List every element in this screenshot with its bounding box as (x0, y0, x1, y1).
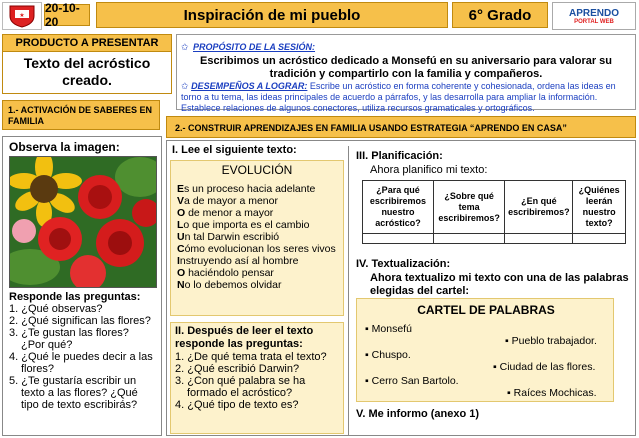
list-item: 3. ¿Te gustan las flores? ¿Por qué? (9, 327, 129, 351)
list-item: 4. ¿Qué le puedes decir a las flores? (9, 351, 153, 375)
flowers-image (9, 156, 157, 288)
list-item: 3. ¿Con qué palabra se ha formado el acróstico? (175, 375, 306, 399)
plan-header: ¿En qué escribiremos? (505, 181, 573, 234)
word-item: ▪ Ciudad de las flores. (493, 361, 596, 373)
word-board (356, 298, 614, 402)
acrostic-title: EVOLUCIÓN (221, 163, 293, 177)
plan-title: III. Planificación: (356, 150, 443, 162)
list-item: 2. ¿Qué escribió Darwin? (175, 363, 300, 375)
read-title: I. Lee el siguiente texto: (172, 144, 297, 156)
brand-name: APRENDO (568, 7, 619, 19)
acrostic-line: Un tal Darwin escribió (177, 231, 280, 243)
word-item: ▪ Pueblo trabajador. (505, 335, 597, 347)
acrostic-line: No lo debemos olvidar (177, 279, 282, 291)
list-item: 1. ¿De qué tema trata el texto? (175, 351, 327, 363)
section-1-title: 1.- ACTIVACIÓN DE SABERES EN FAMILIA (2, 100, 160, 130)
acrostic-box (170, 160, 344, 316)
product-panel (2, 34, 172, 94)
acrostic-line: Instruyendo así al hombre (177, 255, 299, 267)
page-title: Inspiración de mi pueblo (96, 2, 448, 28)
after-reading-title: II. Después de leer el texto responde las preguntas: (175, 325, 314, 350)
after-reading-questions (175, 351, 339, 411)
plan-header: ¿Quiénes leerán nuestro texto? (573, 181, 626, 234)
plan-subtitle: Ahora planifico mi texto: (370, 164, 488, 176)
plan-answer-cell[interactable] (505, 234, 573, 244)
brand-subtitle: PORTAL WEB (574, 18, 614, 25)
list-item: 2. ¿Qué significan las flores? (9, 315, 151, 327)
plan-answer-cell[interactable] (573, 234, 626, 244)
acrostic-lines (177, 183, 337, 291)
acrostic-line: Cómo evolucionan los seres vivos (177, 243, 336, 255)
word-item: ▪ Cerro San Bartolo. (365, 375, 459, 387)
list-item: 1. ¿Qué observas? (9, 303, 103, 315)
performance-text: Escribe un acróstico en forma coherente y cohesionada, ordena las ideas en torno a tu tema, las ideas principales de acuerdo a párrafos, y las desarrolla para ampliar la información. Establece relaciones de algunos conectores, utiliza recursos gramaticales y ortográficos. (181, 81, 616, 113)
section-2-title: 2.- CONSTRUIR APRENDIZAJES EN FAMILIA USANDO ESTRATEGIA “APRENDO EN CASA” (166, 116, 636, 138)
performance-label: DESEMPEÑOS A LOGRAR: (191, 81, 308, 91)
acrostic-line: Es un proceso hacia adelante (177, 183, 316, 195)
observe-label: Observa la imagen: (9, 140, 120, 154)
purpose-text: Escribimos un acróstico dedicado a Monsefú en su aniversario para valorar su tradición y compartirlo con la familia y compañeros. (199, 55, 613, 80)
respond-label: Responde las preguntas: (9, 291, 141, 303)
date-label: 20-10-20 (44, 4, 90, 26)
plan-table (362, 180, 626, 244)
purpose-label: PROPÓSITO DE LA SESIÓN: (193, 42, 316, 52)
grade-label: 6° Grado (452, 2, 548, 28)
word-item: ▪ Raíces Mochicas. (507, 387, 597, 399)
after-reading-box (170, 322, 344, 434)
acrostic-line: Va de mayor a menor (177, 195, 278, 207)
svg-text:★: ★ (19, 13, 25, 19)
list-item: 4. ¿Qué tipo de texto es? (175, 399, 299, 411)
acrostic-line: Lo que importa es el cambio (177, 219, 310, 231)
product-label: PRODUCTO A PRESENTAR (3, 35, 171, 52)
performance-block (181, 81, 631, 114)
school-logo (2, 2, 42, 30)
activation-panel (2, 136, 162, 436)
inform-title: V. Me informo (anexo 1) (356, 408, 480, 420)
list-item: 5. ¿Te gustaría escribir un texto a las flores? ¿Qué tipo de texto escribirás? (9, 375, 138, 411)
column-divider (348, 146, 349, 436)
plan-header: ¿Sobre qué tema escribiremos? (433, 181, 504, 234)
plan-header: ¿Para qué escribiremos nuestro acróstico? (363, 181, 434, 234)
activation-questions (9, 303, 155, 411)
plan-answer-cell[interactable] (433, 234, 504, 244)
brand-logo (552, 2, 636, 30)
purpose-panel (176, 34, 636, 113)
word-item: ▪ Monsefú (365, 323, 412, 335)
star-icon: ✩ (181, 42, 189, 52)
textualize-subtitle: Ahora textualizo mi texto con una de las palabras elegidas del cartel: (370, 272, 629, 297)
star-icon: ✩ (181, 81, 189, 91)
acrostic-line: O haciéndolo pensar (177, 267, 274, 279)
product-text: Texto del acróstico creado. (23, 55, 151, 88)
word-board-title: CARTEL DE PALABRAS (417, 303, 555, 317)
school-crest-icon (7, 4, 37, 28)
acrostic-line: O de menor a mayor (177, 207, 274, 219)
word-item: ▪ Chuspo. (365, 349, 411, 361)
textualize-title: IV. Textualización: (356, 258, 451, 270)
plan-answer-cell[interactable] (363, 234, 434, 244)
